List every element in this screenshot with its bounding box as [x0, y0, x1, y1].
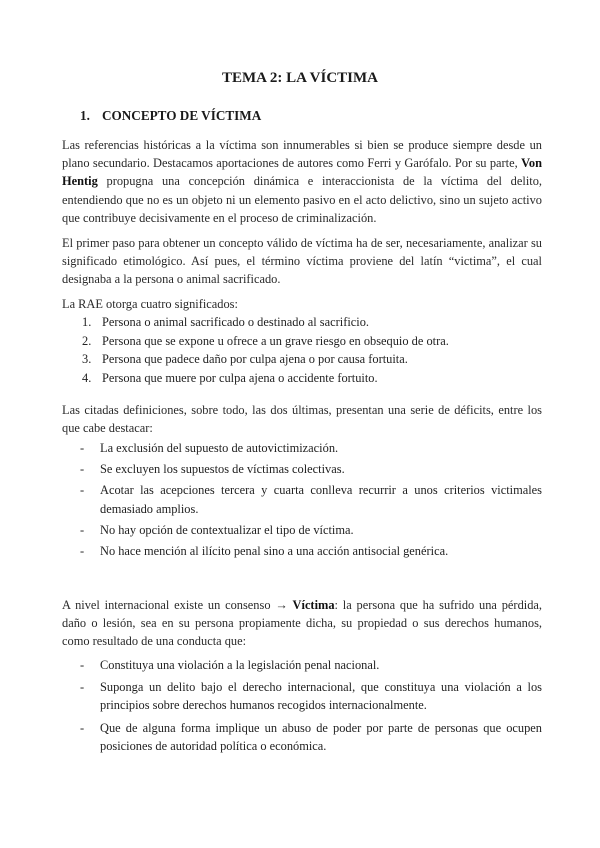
- dash-bullet: -: [80, 441, 85, 455]
- list-item: [62, 369, 542, 388]
- list-item-text: Persona o animal sacrificado o destinado al sacrificio.: [102, 315, 369, 329]
- list-item: [62, 439, 542, 457]
- dash-bullet: -: [80, 483, 85, 498]
- list-number: 3.: [82, 352, 92, 367]
- paragraph-text: Las referencias históricas a la víctima son innumerables si bien se produce siempre desde un plano secundario. Destacamos aportaciones de autores como Ferri y Garófalo. Por su parte,: [62, 138, 542, 171]
- list-item: [62, 313, 542, 332]
- list-item: [62, 481, 542, 517]
- list-item-text: Acotar las acepciones tercera y cuarta conlleva recurrir a unos criterios victimales demasiado amplios.: [100, 483, 542, 516]
- list-item: [62, 656, 542, 674]
- dash-bullet: -: [80, 658, 85, 672]
- paragraph-historical-references: [62, 136, 542, 227]
- list-item-text: Persona que se expone u ofrece a un grave riesgo en obsequio de otra.: [102, 333, 449, 348]
- list-item-text: Suponga un delito bajo el derecho internacional, que constituya una violación a los principios sobre derechos humanos recogidos internacionalmente.: [100, 680, 542, 713]
- deficits-list: [62, 439, 542, 560]
- list-item-text: La exclusión del supuesto de autovictimización.: [100, 441, 339, 455]
- list-item: [62, 521, 542, 539]
- paragraph-international-consensus: [62, 596, 542, 651]
- author-name-bold: Von Hentig: [62, 156, 542, 189]
- dash-bullet: -: [80, 680, 85, 695]
- list-item: [62, 542, 542, 560]
- dash-bullet: -: [80, 522, 85, 537]
- paragraph-etymology: El primer paso para obtener un concepto válido de víctima ha de ser, necesariamente, analizar su significado etimológico. Así pues, el término víctima proviene del latín “victima”, el cual designaba a la persona o animal sacrificado.: [62, 236, 542, 287]
- paragraph-text: A nivel internacional existe un consenso →: [62, 598, 293, 612]
- dash-bullet: -: [80, 720, 85, 735]
- list-item: [62, 350, 542, 369]
- list-number: 2.: [82, 333, 92, 348]
- list-item: [62, 719, 542, 755]
- list-item: [62, 332, 542, 351]
- paragraph-text: : la persona que ha sufrido una pérdida, daño o lesión, sea en su persona propiamente dicha, su propiedad o sus derechos humanos, como resultado de una conducta que:: [62, 598, 542, 649]
- paragraph-deficits-intro: Las citadas definiciones, sobre todo, las dos últimas, presentan una serie de déficits, entre los que cabe destacar:: [62, 403, 542, 436]
- list-number: 4.: [82, 370, 92, 385]
- list-item-text: Se excluyen los supuestos de víctimas colectivas.: [100, 462, 345, 477]
- rae-meanings-list: [62, 313, 542, 387]
- list-item-text: Que de alguna forma implique un abuso de poder por parte de personas que ocupen posiciones de autoridad política o económica.: [100, 720, 542, 753]
- paragraph-text: propugna una concepción dinámica e interaccionista de la víctima del delito, entendiendo que no es un objeto ni un elemento pasivo en el acto delictivo, sino un sujeto activo que contribuye decisivamente en el proceso de criminalización.: [62, 174, 542, 225]
- section-number: 1.: [80, 108, 90, 123]
- dash-bullet: -: [80, 544, 85, 559]
- dash-bullet: -: [80, 462, 85, 477]
- list-item-text: No hay opción de contextualizar el tipo de víctima.: [100, 522, 354, 537]
- list-item-text: Persona que padece daño por culpa ajena o por causa fortuita.: [102, 352, 408, 367]
- term-bold: Víctima: [292, 598, 335, 612]
- page-title: TEMA 2: LA VÍCTIMA: [222, 70, 378, 86]
- list-item-text: No hace mención al ilícito penal sino a una acción antisocial genérica.: [100, 544, 449, 559]
- list-number: 1.: [82, 315, 92, 329]
- list-item: [62, 678, 542, 714]
- list-item-text: Persona que muere por culpa ajena o accidente fortuito.: [102, 370, 378, 385]
- section-heading-text: CONCEPTO DE VÍCTIMA: [102, 108, 262, 123]
- list-item: [62, 460, 542, 478]
- section-heading: [80, 108, 261, 124]
- list-item-text: Constituya una violación a la legislación penal nacional.: [100, 658, 380, 672]
- conduct-list: [62, 656, 542, 755]
- rae-intro: La RAE otorga cuatro significados:: [62, 297, 238, 311]
